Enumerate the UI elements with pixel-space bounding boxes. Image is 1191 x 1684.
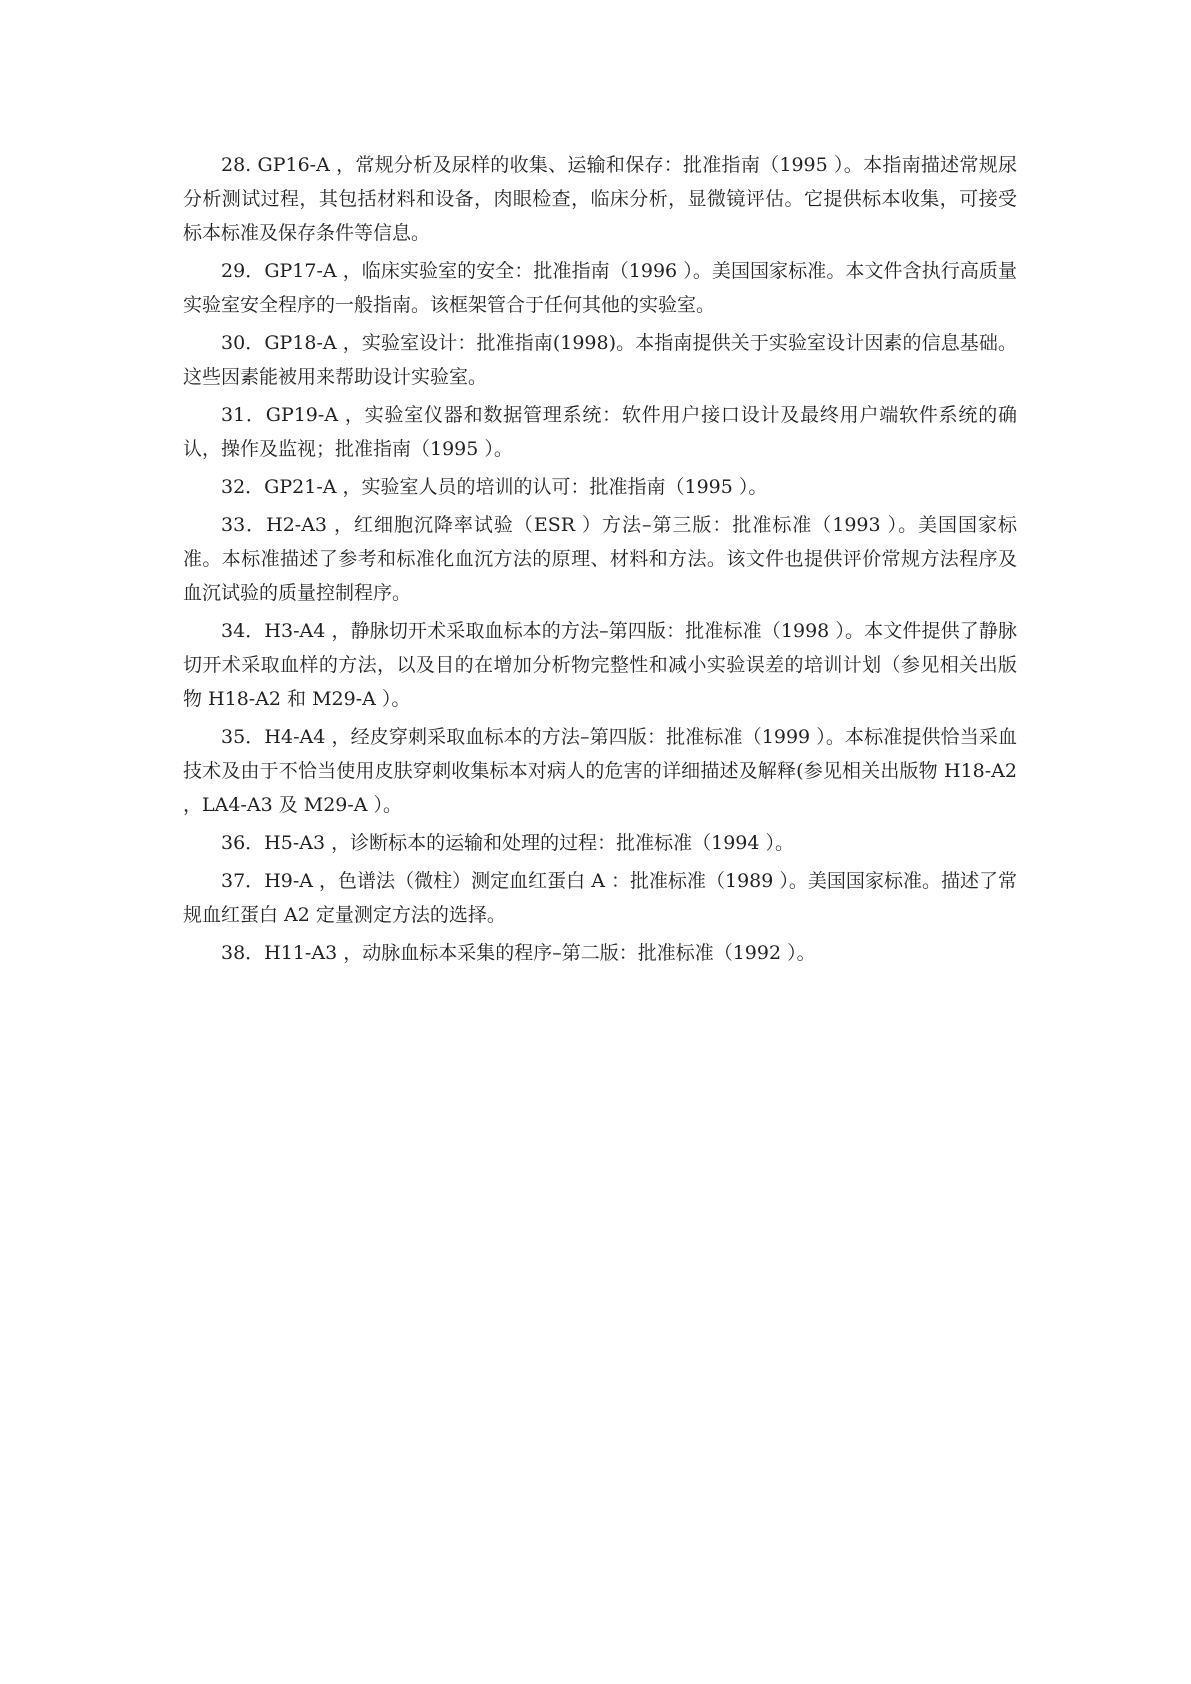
paragraph-32: 32．GP21-A ，实验室人员的培训的认可：批准指南（1995 ）。 <box>221 476 768 498</box>
paragraph-36: 36．H5-A3 ，诊断标本的运输和处理的过程：批准标准（1994 ）。 <box>221 832 794 854</box>
paragraph-38: 38．H11-A3 ，动脉血标本采集的程序–第二版：批准标准（1992 ）。 <box>221 942 816 964</box>
paragraph-31: 31．GP19-A ，实验室仪器和数据管理系统：软件用户接口设计及最终用户端软件系统的确认，操作及监视；批准指南（1995 ）。 <box>183 404 1017 460</box>
paragraph-34: 34．H3-A4 ，静脉切开术采取血标本的方法–第四版：批准标准（1998 ）。本文件提供了静脉切开术采取血样的方法，以及目的在增加分析物完整性和减小实验误差的培训计划（参见相关出版物 H18-A2 和 M29-A ）。 <box>183 620 1017 710</box>
document-body <box>183 148 1017 974</box>
paragraph-29: 29．GP17-A ，临床实验室的安全：批准指南（1996 ）。美国国家标准。本文件含执行高质量实验室安全程序的一般指南。该框架管合于任何其他的实验室。 <box>183 260 1017 316</box>
paragraph-35: 35．H4-A4 ，经皮穿刺采取血标本的方法–第四版：批准标准（1999 ）。本标准提供恰当采血技术及由于不恰当使用皮肤穿刺收集标本对病人的危害的详细描述及解释(参见相关出版物 H18-A2 ，LA4-A3 及 M29-A ）。 <box>183 726 1017 816</box>
paragraph-28: 28. GP16-A ，常规分析及尿样的收集、运输和保存：批准指南（1995 ）。本指南描述常规尿分析测试过程，其包括材料和设备，肉眼检查，临床分析，显微镜评估。它提供标本收集，可接受标本标准及保存条件等信息。 <box>183 154 1017 244</box>
paragraph-33: 33．H2-A3 ，红细胞沉降率试验（ESR ）方法–第三版：批准标准（1993 ）。美国国家标准。本标准描述了参考和标准化血沉方法的原理、材料和方法。该文件也提供评价常规方法程序及血沉试验的质量控制程序。 <box>183 514 1017 604</box>
paragraph-37: 37．H9-A ，色谱法（微柱）测定血红蛋白 A ：批准标准（1989 ）。美国国家标准。描述了常规血红蛋白 A2 定量测定方法的选择。 <box>183 870 1017 926</box>
paragraph-30: 30．GP18-A ，实验室设计：批准指南(1998)。本指南提供关于实验室设计因素的信息基础。这些因素能被用来帮助设计实验室。 <box>183 332 1017 388</box>
